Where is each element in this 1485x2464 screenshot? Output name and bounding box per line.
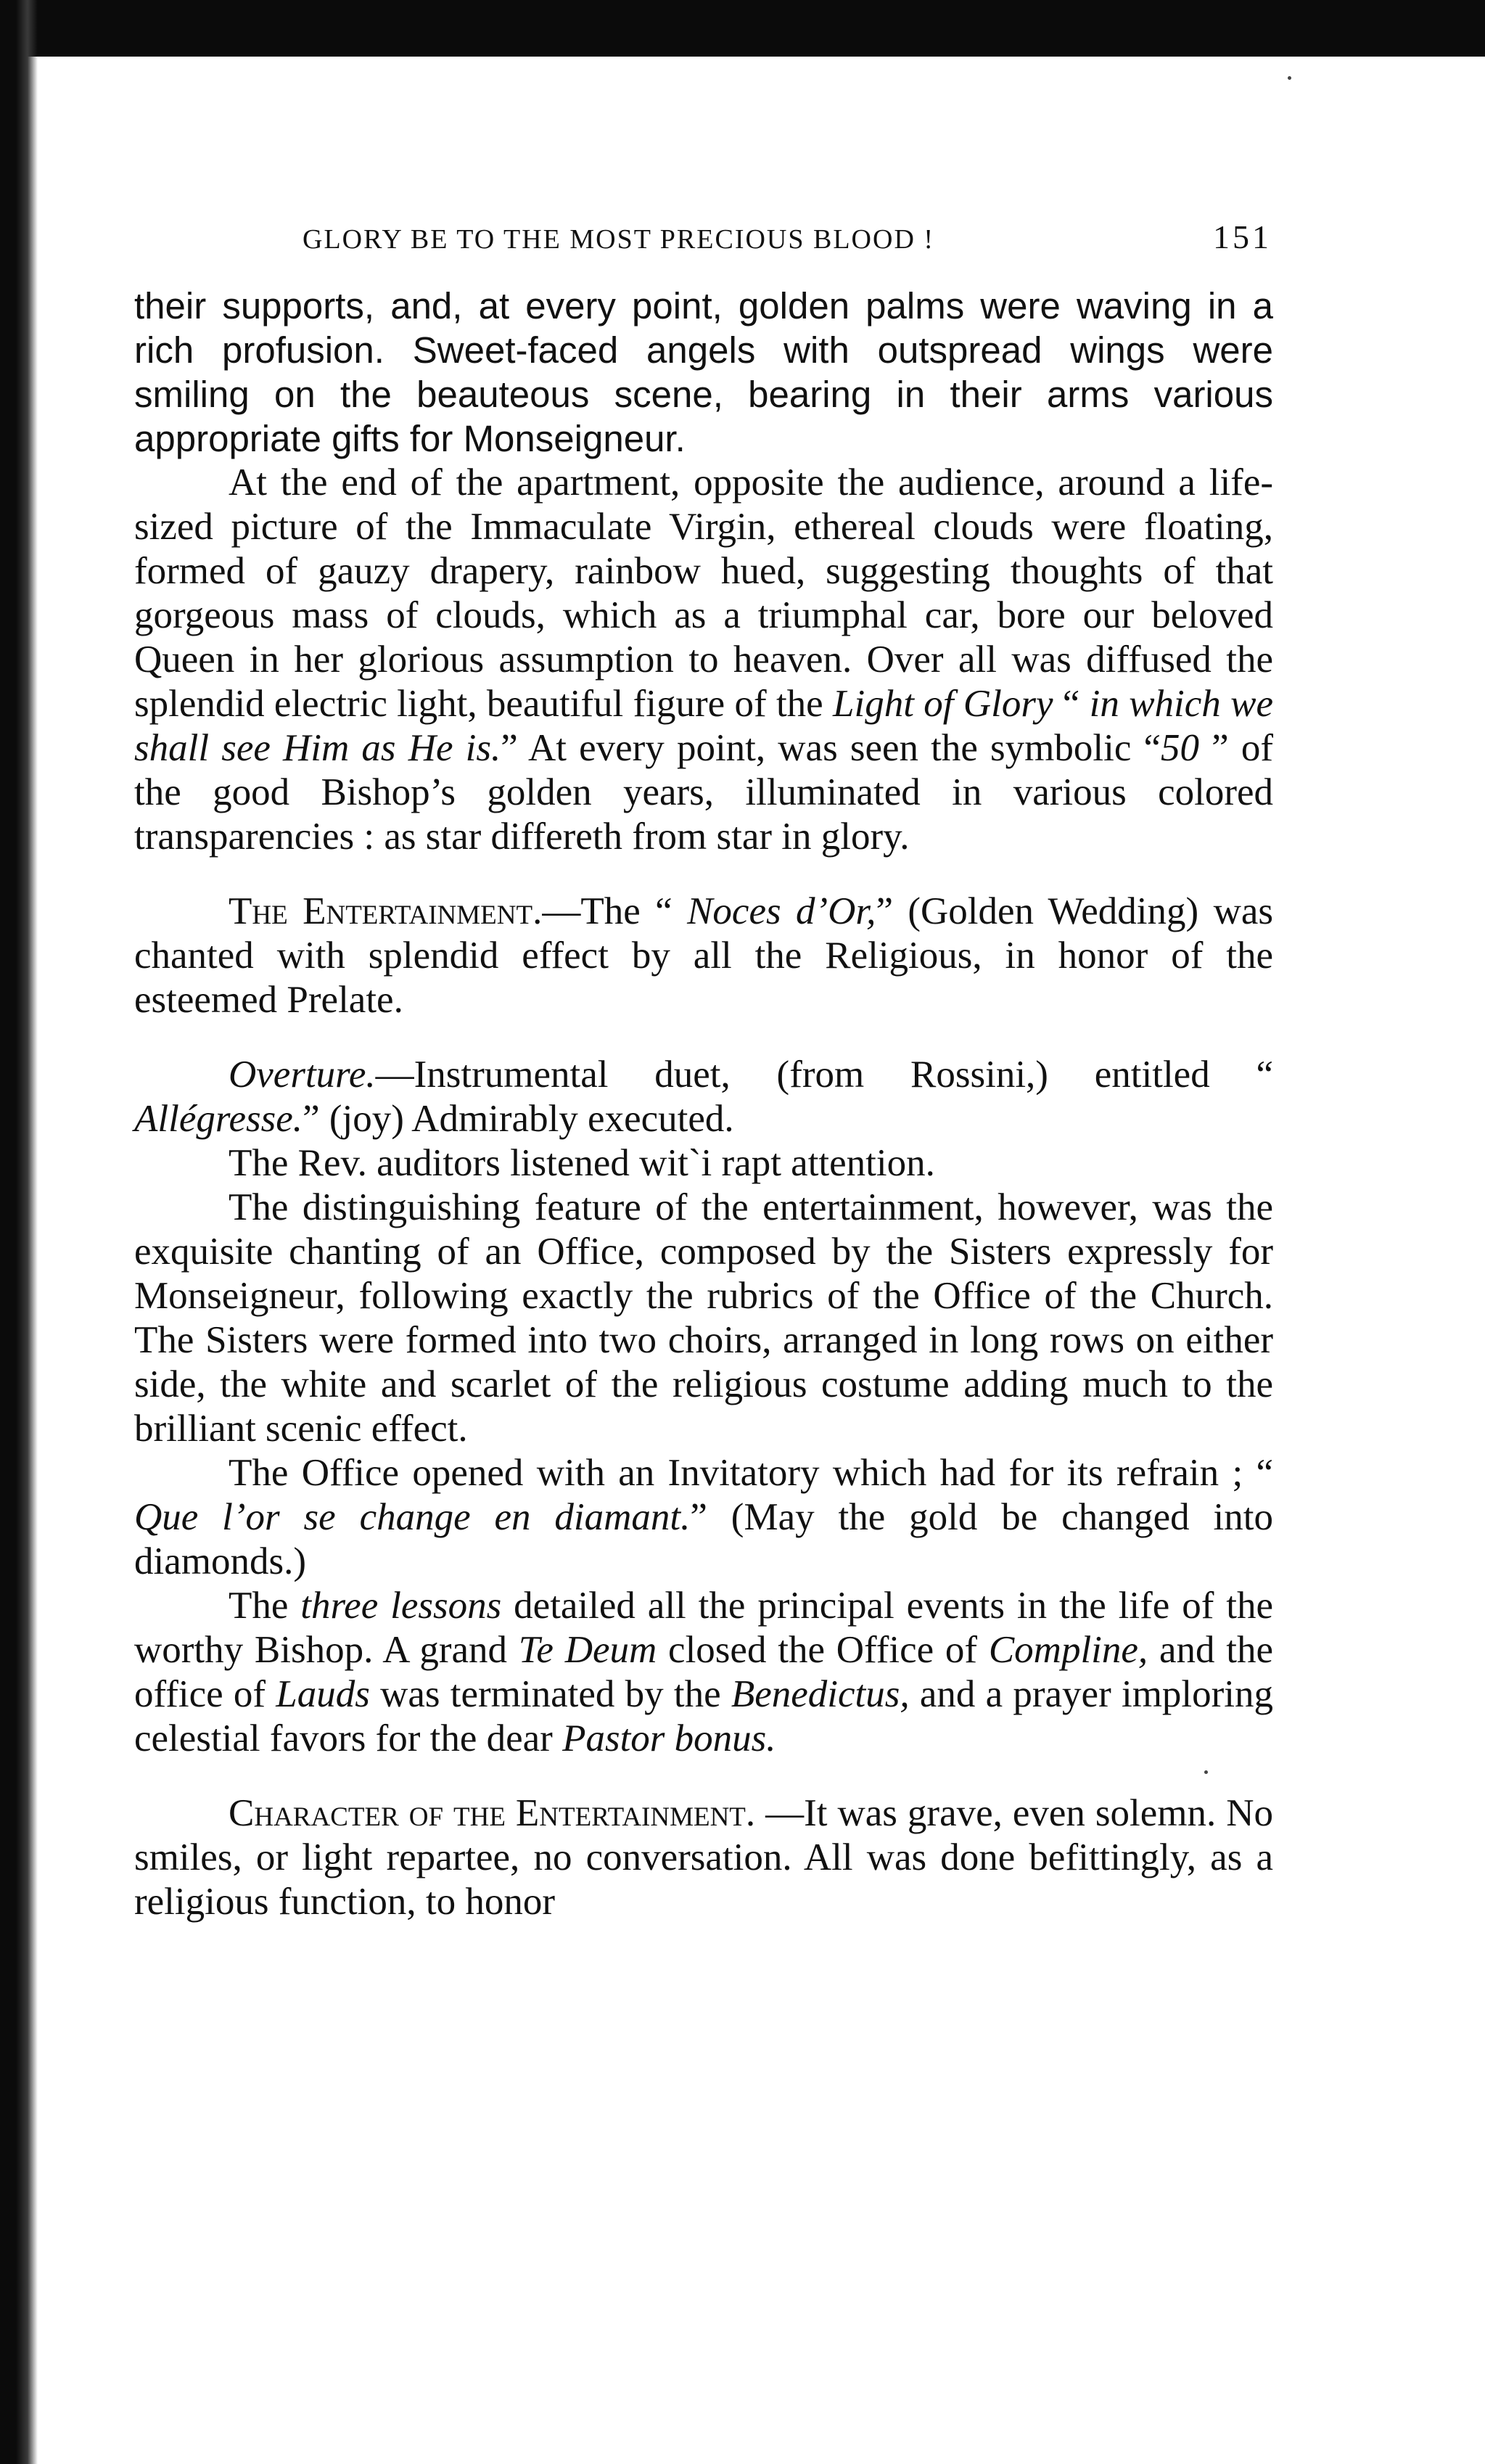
italic-run: Light of Glory bbox=[833, 683, 1053, 725]
italic-run: Que l’or se change en diamant. bbox=[134, 1496, 691, 1538]
italic-run: Allégresse. bbox=[134, 1098, 303, 1140]
text-run: —It was grave, even solemn. No smiles, or light repartee, no conversation. All was done befittingly, as a religious function, to honor bbox=[134, 1792, 1273, 1923]
text-run: The Rev. auditors listened wit`i rapt attention. bbox=[229, 1142, 935, 1184]
italic-run: Noces d’Or, bbox=[687, 890, 876, 932]
text-run: “ bbox=[1053, 683, 1090, 725]
paragraph bbox=[134, 1053, 1273, 1141]
paragraph bbox=[134, 890, 1273, 1022]
text-run: The bbox=[229, 1585, 301, 1627]
italic-run: Overture. bbox=[229, 1054, 376, 1096]
italic-run: 50 bbox=[1161, 727, 1200, 769]
small-caps-heading: Character of the Entertainment. bbox=[229, 1792, 756, 1834]
small-caps-heading: The Entertainment. bbox=[229, 890, 543, 932]
text-run: ” At every point, was seen the symbolic “ bbox=[501, 727, 1161, 769]
text-run: and a prayer imploring celestial favors for the dear bbox=[134, 1673, 1274, 1759]
text-run: ” of the good Bishop’s golden years, illuminated in various colored transparencies : as star differeth from star in glory. bbox=[134, 727, 1273, 858]
scan-dark-edge-left bbox=[0, 0, 38, 2464]
paragraph bbox=[134, 461, 1273, 859]
running-head bbox=[134, 218, 1273, 256]
italic-run: in which we shall see Him as He is. bbox=[134, 683, 1273, 769]
text-run: closed the Office of bbox=[657, 1629, 989, 1671]
book-page bbox=[134, 218, 1273, 1924]
italic-run: Pastor bonus. bbox=[562, 1717, 776, 1759]
paragraph bbox=[134, 1584, 1273, 1761]
italic-run: Benedictus, bbox=[731, 1673, 910, 1715]
paragraph bbox=[134, 1451, 1273, 1584]
paragraph bbox=[134, 284, 1273, 461]
text-run: detailed all the principal events in the life of the worthy Bishop. A grand bbox=[134, 1585, 1273, 1671]
text-run: —The “ bbox=[542, 890, 688, 932]
italic-run: Compline, bbox=[988, 1629, 1148, 1671]
page-number: 151 bbox=[1213, 218, 1272, 255]
italic-run: Te Deum bbox=[518, 1629, 657, 1671]
text-run: ” (May the gold be changed into diamonds.) bbox=[134, 1496, 1274, 1582]
body-text bbox=[134, 284, 1273, 1924]
text-run: At the end of the apartment, opposite the audience, around a life-sized picture of the Immaculate Virgin, ethereal clouds were floating, formed of gauzy drapery, rainbow hued, suggesting thoughts of that gorgeous mass of clouds, which as a triumphal car, bore our beloved Queen in her glorious assumption to heaven. Over all was diffused the splendid electric light, beautiful figure of the bbox=[134, 461, 1273, 725]
italic-run: Lauds bbox=[276, 1673, 370, 1715]
paragraph-gap bbox=[134, 1022, 1273, 1053]
text-run: —Instrumental duet, (from Rossini,) entitled “ bbox=[375, 1054, 1273, 1096]
text-run: ” (Golden Wedding) was chanted with splendid effect by all the Religious, in honor of the esteemed Prelate. bbox=[134, 890, 1273, 1021]
paragraph bbox=[134, 1791, 1273, 1924]
paragraph-gap bbox=[134, 1761, 1273, 1791]
scan-dark-edge-top bbox=[0, 0, 1485, 57]
paragraph bbox=[134, 1141, 1273, 1186]
text-run: The Office opened with an Invitatory which had for its refrain ; “ bbox=[229, 1452, 1273, 1494]
paragraph-gap bbox=[134, 859, 1273, 890]
dust-speck bbox=[1288, 76, 1291, 80]
paragraph bbox=[134, 1186, 1273, 1451]
text-run: The distinguishing feature of the entertainment, however, was the exquisite chanting of an Office, composed by the Sisters expressly for Monseigneur, following exactly the rubrics of the Office of the Church. The Sisters were formed into two choirs, arranged in long rows on either side, the white and scarlet of the religious costume adding much to the brilliant scenic effect. bbox=[134, 1186, 1273, 1450]
italic-run: three lessons bbox=[300, 1585, 502, 1627]
running-head-title: GLORY BE TO THE MOST PRECIOUS BLOOD ! bbox=[303, 224, 935, 255]
text-run: was terminated by the bbox=[369, 1673, 731, 1715]
text-run: ” (joy) Admirably executed. bbox=[303, 1098, 734, 1140]
text-run: their supports, and, at every point, golden palms were waving in a rich profusion. Sweet-faced angels with outspread wings were smiling on the beauteous scene, bearing in their arms various appropriate gifts for Monseigneur. bbox=[134, 285, 1273, 459]
text-run: and the office of bbox=[134, 1629, 1274, 1715]
